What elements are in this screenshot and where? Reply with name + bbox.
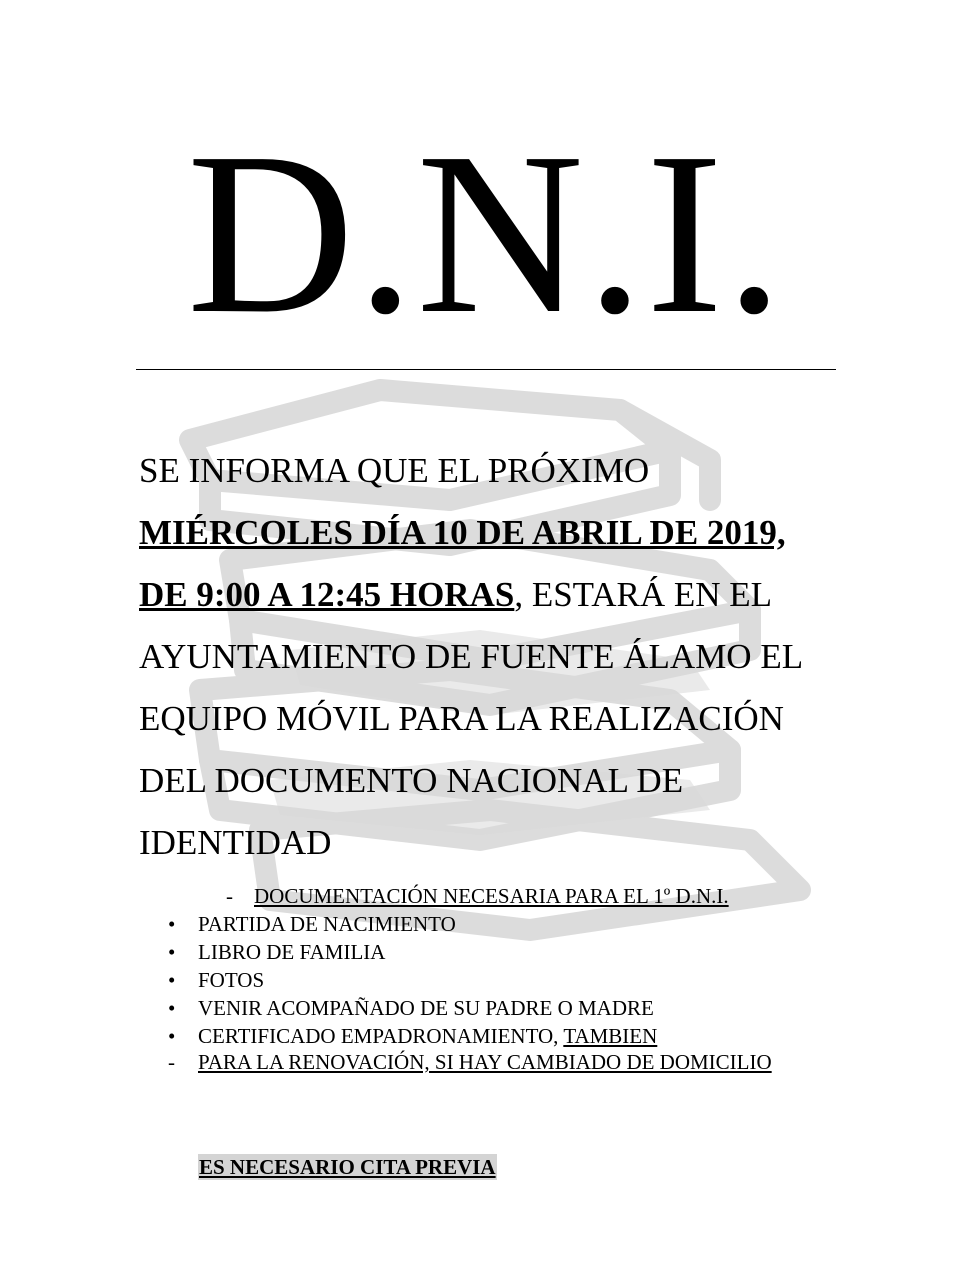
requirements-heading-text: DOCUMENTACIÓN NECESARIA PARA EL 1º D.N.I.: [254, 884, 729, 908]
notice-hours: DE 9:00 A 12:45 HORAS: [139, 575, 515, 614]
list-item: [168, 1022, 788, 1050]
bullet-icon: •: [168, 1024, 176, 1048]
list-item: [168, 994, 788, 1022]
title-divider: [136, 369, 836, 370]
renewal-note: [168, 1049, 788, 1075]
list-item: [168, 910, 788, 938]
dash-marker: -: [226, 884, 233, 908]
notice-rest: , ESTARÁ EN EL AYUNTAMIENTO DE FUENTE ÁLAMO EL EQUIPO MÓVIL PARA LA REALIZACIÓN DEL DOCUMENTO NACIONAL DE IDENTIDAD: [139, 575, 802, 862]
list-item-text: PARTIDA DE NACIMIENTO: [198, 912, 456, 936]
list-item: [168, 966, 788, 994]
certificate-also: TAMBIEN: [563, 1024, 658, 1048]
requirements-heading: [226, 882, 729, 910]
list-item-text: FOTOS: [198, 968, 265, 992]
notice-date: MIÉRCOLES DÍA 10 DE ABRIL DE 2019,: [139, 513, 786, 552]
page-title: D.N.I.: [186, 105, 786, 362]
list-item-text: VENIR ACOMPAÑADO DE SU PADRE O MADRE: [198, 996, 654, 1020]
renewal-text: PARA LA RENOVACIÓN, SI HAY CAMBIADO DE DOMICILIO: [198, 1050, 772, 1074]
requirements-list: [168, 910, 788, 1050]
dash-marker: -: [168, 1050, 175, 1074]
notice-intro: SE INFORMA QUE EL PRÓXIMO: [139, 451, 650, 490]
notice-text: [139, 440, 859, 874]
list-item: [168, 938, 788, 966]
certificate-text: CERTIFICADO EMPADRONAMIENTO,: [198, 1024, 564, 1048]
bullet-icon: •: [168, 968, 176, 992]
list-item-text: LIBRO DE FAMILIA: [198, 940, 386, 964]
bullet-icon: •: [168, 912, 176, 936]
bullet-icon: •: [168, 940, 176, 964]
appointment-notice: ES NECESARIO CITA PREVIA: [199, 1155, 496, 1179]
bullet-icon: •: [168, 996, 176, 1020]
